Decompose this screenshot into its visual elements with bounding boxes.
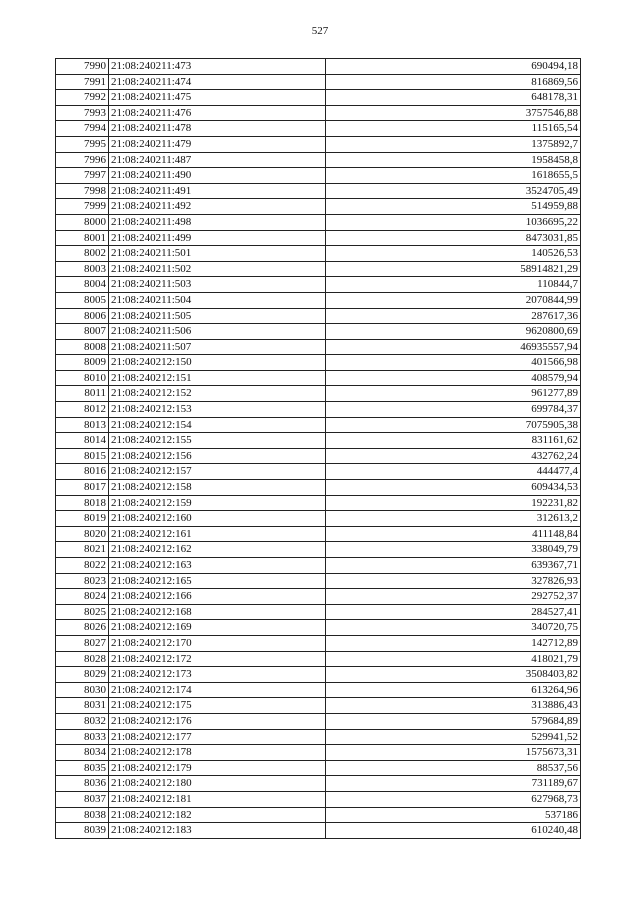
row-number-cell: 8020 — [56, 526, 109, 542]
row-number-cell: 8003 — [56, 261, 109, 277]
table-row — [56, 464, 581, 480]
row-number-cell: 8022 — [56, 558, 109, 574]
row-number-cell: 8021 — [56, 542, 109, 558]
table-row — [56, 573, 581, 589]
value-cell: 639367,71 — [326, 558, 581, 574]
row-number-cell: 8034 — [56, 745, 109, 761]
row-number-cell: 8015 — [56, 448, 109, 464]
value-cell: 613264,96 — [326, 682, 581, 698]
table-row — [56, 90, 581, 106]
table-row — [56, 136, 581, 152]
value-cell: 312613,2 — [326, 511, 581, 527]
value-cell: 1958458,8 — [326, 152, 581, 168]
row-number-cell: 8016 — [56, 464, 109, 480]
table-row — [56, 526, 581, 542]
row-number-cell: 8028 — [56, 651, 109, 667]
row-number-cell: 7998 — [56, 183, 109, 199]
value-cell: 192231,82 — [326, 495, 581, 511]
cadastral-number-cell: 21:08:240212:162 — [109, 542, 326, 558]
cadastral-number-cell: 21:08:240212:166 — [109, 589, 326, 605]
row-number-cell: 7999 — [56, 199, 109, 215]
row-number-cell: 8023 — [56, 573, 109, 589]
cadastral-number-cell: 21:08:240212:163 — [109, 558, 326, 574]
cadastral-number-cell: 21:08:240211:491 — [109, 183, 326, 199]
table-row — [56, 823, 581, 839]
row-number-cell: 8009 — [56, 355, 109, 371]
table-row — [56, 729, 581, 745]
table-row — [56, 558, 581, 574]
cadastral-number-cell: 21:08:240211:498 — [109, 214, 326, 230]
row-number-cell: 8018 — [56, 495, 109, 511]
cadastral-number-cell: 21:08:240211:499 — [109, 230, 326, 246]
cadastral-number-cell: 21:08:240212:177 — [109, 729, 326, 745]
row-number-cell: 7996 — [56, 152, 109, 168]
cadastral-number-cell: 21:08:240212:165 — [109, 573, 326, 589]
cadastral-number-cell: 21:08:240211:507 — [109, 339, 326, 355]
value-cell: 9620800,69 — [326, 324, 581, 340]
table-row — [56, 152, 581, 168]
value-cell: 699784,37 — [326, 402, 581, 418]
cadastral-number-cell: 21:08:240212:154 — [109, 417, 326, 433]
value-cell: 287617,36 — [326, 308, 581, 324]
row-number-cell: 8017 — [56, 480, 109, 496]
cadastral-number-cell: 21:08:240212:159 — [109, 495, 326, 511]
value-cell: 514959,88 — [326, 199, 581, 215]
cadastral-number-cell: 21:08:240211:490 — [109, 168, 326, 184]
table-row — [56, 324, 581, 340]
cadastral-number-cell: 21:08:240212:174 — [109, 682, 326, 698]
row-number-cell: 7990 — [56, 59, 109, 75]
cadastral-value-table — [55, 58, 581, 839]
value-cell: 411148,84 — [326, 526, 581, 542]
table-row — [56, 448, 581, 464]
row-number-cell: 8037 — [56, 791, 109, 807]
value-cell: 292752,37 — [326, 589, 581, 605]
cadastral-number-cell: 21:08:240212:173 — [109, 667, 326, 683]
cadastral-number-cell: 21:08:240212:179 — [109, 760, 326, 776]
value-cell: 401566,98 — [326, 355, 581, 371]
cadastral-number-cell: 21:08:240211:504 — [109, 292, 326, 308]
row-number-cell: 8026 — [56, 620, 109, 636]
table-row — [56, 370, 581, 386]
value-cell: 627968,73 — [326, 791, 581, 807]
value-cell: 1375892,7 — [326, 136, 581, 152]
table-row — [56, 542, 581, 558]
cadastral-number-cell: 21:08:240211:473 — [109, 59, 326, 75]
row-number-cell: 8032 — [56, 713, 109, 729]
value-cell: 690494,18 — [326, 59, 581, 75]
table-row — [56, 651, 581, 667]
row-number-cell: 8036 — [56, 776, 109, 792]
value-cell: 831161,62 — [326, 433, 581, 449]
value-cell: 610240,48 — [326, 823, 581, 839]
cadastral-number-cell: 21:08:240212:168 — [109, 604, 326, 620]
row-number-cell: 8010 — [56, 370, 109, 386]
value-cell: 579684,89 — [326, 713, 581, 729]
row-number-cell: 8038 — [56, 807, 109, 823]
cadastral-number-cell: 21:08:240212:157 — [109, 464, 326, 480]
value-cell: 648178,31 — [326, 90, 581, 106]
row-number-cell: 8006 — [56, 308, 109, 324]
cadastral-number-cell: 21:08:240212:156 — [109, 448, 326, 464]
value-cell: 7075905,38 — [326, 417, 581, 433]
cadastral-number-cell: 21:08:240212:182 — [109, 807, 326, 823]
table-row — [56, 214, 581, 230]
value-cell: 816869,56 — [326, 74, 581, 90]
value-cell: 340720,75 — [326, 620, 581, 636]
table-row — [56, 277, 581, 293]
value-cell: 537186 — [326, 807, 581, 823]
table-row — [56, 791, 581, 807]
table-row — [56, 355, 581, 371]
row-number-cell: 8033 — [56, 729, 109, 745]
row-number-cell: 8019 — [56, 511, 109, 527]
row-number-cell: 8024 — [56, 589, 109, 605]
table-row — [56, 74, 581, 90]
table-row — [56, 480, 581, 496]
table-row — [56, 745, 581, 761]
value-cell: 731189,67 — [326, 776, 581, 792]
value-cell: 3524705,49 — [326, 183, 581, 199]
cadastral-number-cell: 21:08:240212:153 — [109, 402, 326, 418]
cadastral-number-cell: 21:08:240212:176 — [109, 713, 326, 729]
table-row — [56, 667, 581, 683]
table-row — [56, 121, 581, 137]
row-number-cell: 8013 — [56, 417, 109, 433]
row-number-cell: 8002 — [56, 246, 109, 262]
row-number-cell: 8014 — [56, 433, 109, 449]
table-row — [56, 776, 581, 792]
table-row — [56, 339, 581, 355]
table-row — [56, 620, 581, 636]
table-row — [56, 635, 581, 651]
cadastral-number-cell: 21:08:240211:502 — [109, 261, 326, 277]
table-row — [56, 417, 581, 433]
row-number-cell: 8031 — [56, 698, 109, 714]
row-number-cell: 8004 — [56, 277, 109, 293]
table-row — [56, 760, 581, 776]
value-cell: 2070844,99 — [326, 292, 581, 308]
table-row — [56, 402, 581, 418]
table-row — [56, 183, 581, 199]
row-number-cell: 8039 — [56, 823, 109, 839]
row-number-cell: 8001 — [56, 230, 109, 246]
table-row — [56, 713, 581, 729]
value-cell: 8473031,85 — [326, 230, 581, 246]
table-row — [56, 261, 581, 277]
table-row — [56, 589, 581, 605]
row-number-cell: 8011 — [56, 386, 109, 402]
cadastral-number-cell: 21:08:240212:170 — [109, 635, 326, 651]
value-cell: 1036695,22 — [326, 214, 581, 230]
value-cell: 142712,89 — [326, 635, 581, 651]
table-row — [56, 433, 581, 449]
cadastral-number-cell: 21:08:240211:475 — [109, 90, 326, 106]
cadastral-number-cell: 21:08:240212:178 — [109, 745, 326, 761]
row-number-cell: 7995 — [56, 136, 109, 152]
cadastral-number-cell: 21:08:240212:160 — [109, 511, 326, 527]
cadastral-number-cell: 21:08:240211:478 — [109, 121, 326, 137]
row-number-cell: 8012 — [56, 402, 109, 418]
row-number-cell: 7993 — [56, 105, 109, 121]
cadastral-number-cell: 21:08:240212:181 — [109, 791, 326, 807]
row-number-cell: 8005 — [56, 292, 109, 308]
row-number-cell: 8027 — [56, 635, 109, 651]
value-cell: 115165,54 — [326, 121, 581, 137]
row-number-cell: 8029 — [56, 667, 109, 683]
cadastral-number-cell: 21:08:240212:161 — [109, 526, 326, 542]
cadastral-number-cell: 21:08:240212:183 — [109, 823, 326, 839]
value-cell: 609434,53 — [326, 480, 581, 496]
table-body — [56, 59, 581, 839]
value-cell: 140526,53 — [326, 246, 581, 262]
page-number: 527 — [311, 25, 329, 37]
row-number-cell: 8035 — [56, 760, 109, 776]
value-cell: 313886,43 — [326, 698, 581, 714]
table-row — [56, 386, 581, 402]
table-row — [56, 230, 581, 246]
table-row — [56, 495, 581, 511]
table-row — [56, 168, 581, 184]
row-number-cell: 7997 — [56, 168, 109, 184]
cadastral-number-cell: 21:08:240212:158 — [109, 480, 326, 496]
row-number-cell: 7992 — [56, 90, 109, 106]
value-cell: 46935557,94 — [326, 339, 581, 355]
table-row — [56, 59, 581, 75]
cadastral-number-cell: 21:08:240212:172 — [109, 651, 326, 667]
table-row — [56, 682, 581, 698]
value-cell: 58914821,29 — [326, 261, 581, 277]
value-cell: 408579,94 — [326, 370, 581, 386]
table-row — [56, 292, 581, 308]
cadastral-number-cell: 21:08:240211:505 — [109, 308, 326, 324]
table-row — [56, 308, 581, 324]
cadastral-number-cell: 21:08:240212:155 — [109, 433, 326, 449]
row-number-cell: 8025 — [56, 604, 109, 620]
cadastral-number-cell: 21:08:240211:479 — [109, 136, 326, 152]
cadastral-number-cell: 21:08:240212:151 — [109, 370, 326, 386]
cadastral-number-cell: 21:08:240211:506 — [109, 324, 326, 340]
table-row — [56, 511, 581, 527]
value-cell: 284527,41 — [326, 604, 581, 620]
row-number-cell: 8007 — [56, 324, 109, 340]
table-row — [56, 199, 581, 215]
value-cell: 1575673,31 — [326, 745, 581, 761]
cadastral-number-cell: 21:08:240211:474 — [109, 74, 326, 90]
value-cell: 3508403,82 — [326, 667, 581, 683]
row-number-cell: 7991 — [56, 74, 109, 90]
row-number-cell: 8008 — [56, 339, 109, 355]
cadastral-number-cell: 21:08:240212:169 — [109, 620, 326, 636]
row-number-cell: 8030 — [56, 682, 109, 698]
cadastral-number-cell: 21:08:240212:175 — [109, 698, 326, 714]
value-cell: 338049,79 — [326, 542, 581, 558]
value-cell: 961277,89 — [326, 386, 581, 402]
cadastral-number-cell: 21:08:240211:487 — [109, 152, 326, 168]
table-row — [56, 105, 581, 121]
value-cell: 110844,7 — [326, 277, 581, 293]
cadastral-number-cell: 21:08:240212:180 — [109, 776, 326, 792]
value-cell: 529941,52 — [326, 729, 581, 745]
cadastral-number-cell: 21:08:240212:152 — [109, 386, 326, 402]
cadastral-number-cell: 21:08:240211:492 — [109, 199, 326, 215]
cadastral-number-cell: 21:08:240211:503 — [109, 277, 326, 293]
row-number-cell: 7994 — [56, 121, 109, 137]
table-row — [56, 246, 581, 262]
value-cell: 418021,79 — [326, 651, 581, 667]
value-cell: 432762,24 — [326, 448, 581, 464]
row-number-cell: 8000 — [56, 214, 109, 230]
cadastral-number-cell: 21:08:240211:501 — [109, 246, 326, 262]
value-cell: 327826,93 — [326, 573, 581, 589]
cadastral-number-cell: 21:08:240211:476 — [109, 105, 326, 121]
value-cell: 444477,4 — [326, 464, 581, 480]
table-row — [56, 698, 581, 714]
value-cell: 3757546,88 — [326, 105, 581, 121]
table-row — [56, 604, 581, 620]
value-cell: 88537,56 — [326, 760, 581, 776]
table-row — [56, 807, 581, 823]
value-cell: 1618655,5 — [326, 168, 581, 184]
cadastral-number-cell: 21:08:240212:150 — [109, 355, 326, 371]
